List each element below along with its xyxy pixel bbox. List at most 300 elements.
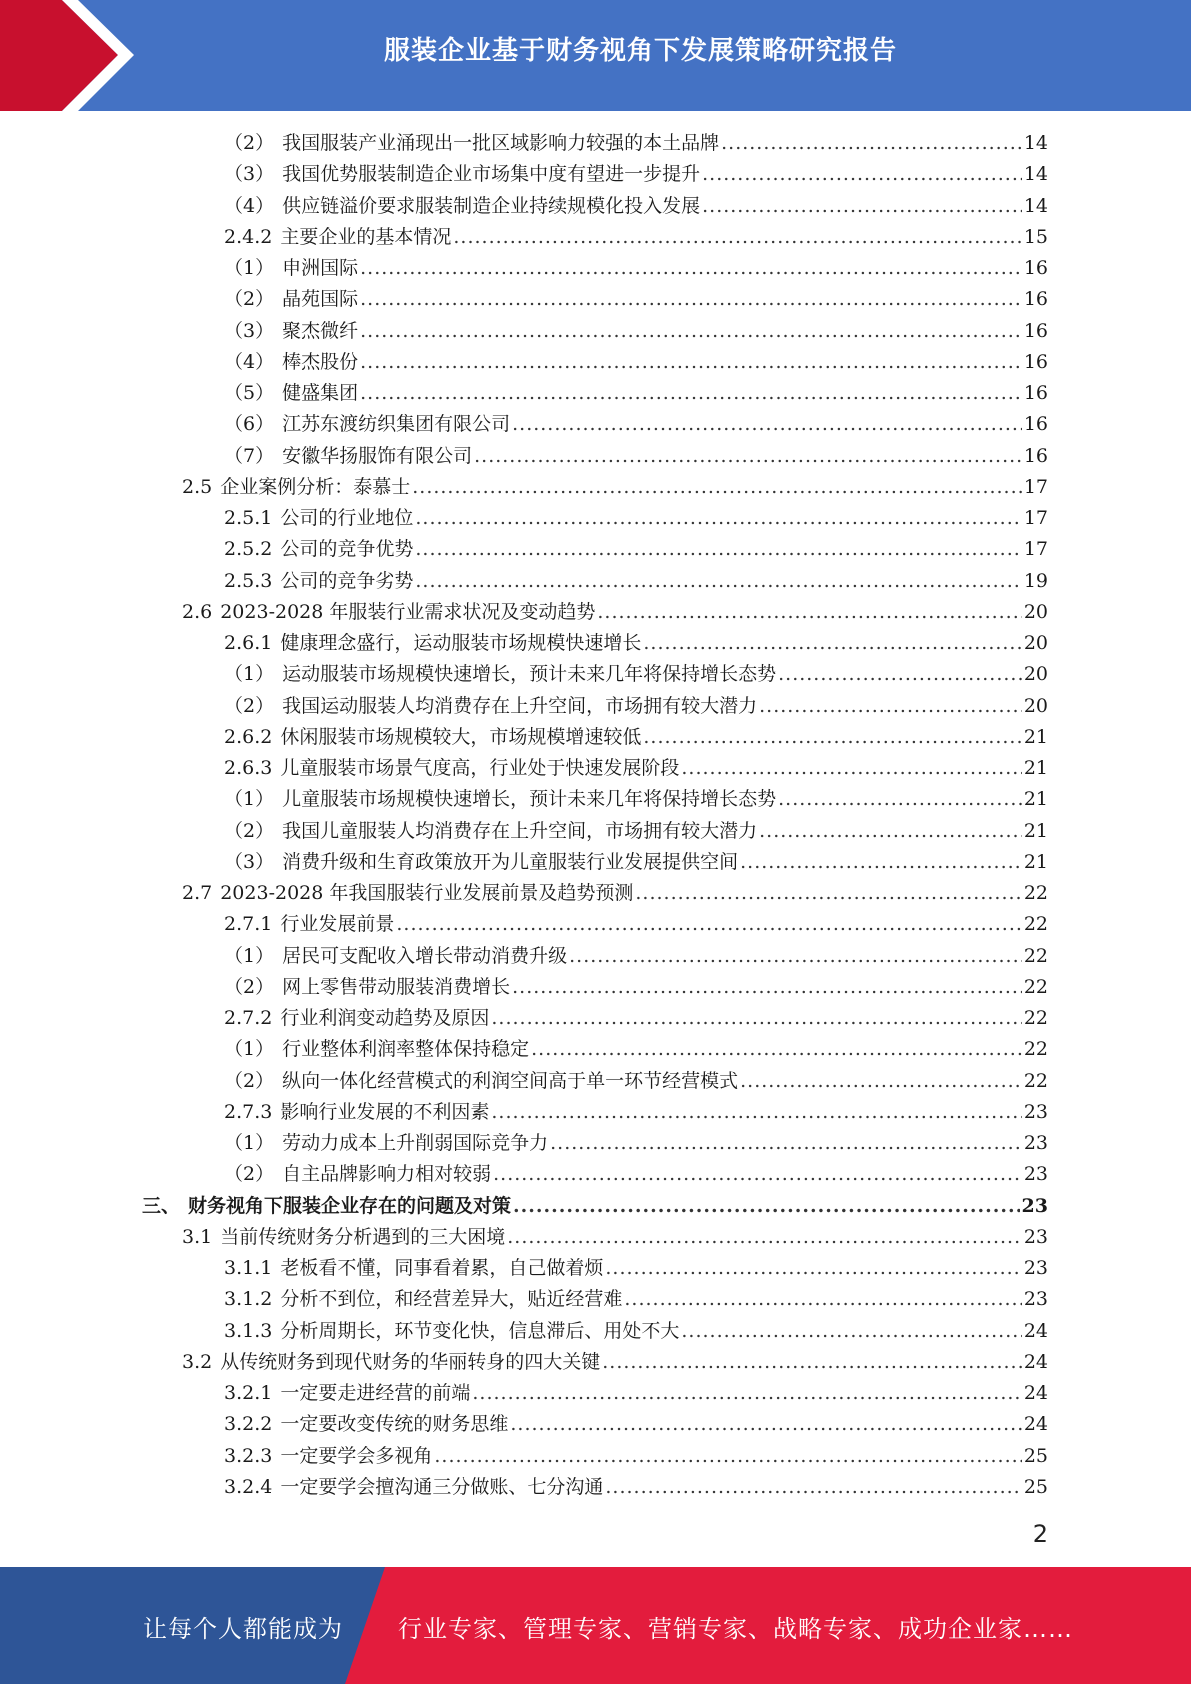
toc-entry[interactable] (0, 628, 1191, 659)
toc-entry-label: 聚杰微纤 (282, 319, 359, 342)
toc-dot-leader (681, 1316, 1021, 1347)
toc-entry-title (142, 1191, 513, 1222)
toc-dot-leader (550, 1128, 1022, 1159)
toc-dot-leader (491, 1097, 1021, 1128)
toc-dot-leader (360, 316, 1022, 347)
toc-entry-title (224, 1066, 740, 1097)
toc-entry-title (224, 941, 569, 972)
toc-dot-leader (415, 566, 1021, 597)
toc-entry[interactable] (0, 1034, 1191, 1065)
toc-entry-line (224, 1472, 1048, 1503)
toc-entry-line (224, 284, 1048, 315)
toc-entry-label: 分析周期长，环节变化快，信息滞后、用处不大 (280, 1319, 680, 1342)
toc-entry-title (224, 1128, 550, 1159)
toc-entry-line (224, 316, 1048, 347)
toc-entry[interactable] (0, 441, 1191, 472)
toc-entry-page: 23 (1023, 1257, 1048, 1279)
toc-entry[interactable] (0, 347, 1191, 378)
toc-entry-label: 公司的竞争劣势 (280, 569, 414, 592)
toc-entry-title (224, 347, 360, 378)
toc-entry[interactable] (0, 847, 1191, 878)
toc-entry-label: 公司的竞争优势 (280, 538, 414, 561)
toc-entry-label: 健盛集团 (282, 382, 359, 404)
toc-entry-line (224, 972, 1048, 1003)
toc-entry[interactable] (0, 1097, 1191, 1128)
toc-entry-title (224, 1378, 472, 1409)
toc-dot-leader (569, 941, 1022, 972)
toc-entry[interactable] (0, 816, 1191, 847)
toc-entry[interactable] (0, 1003, 1191, 1034)
toc-dot-leader (510, 1409, 1021, 1440)
toc-dot-leader (493, 1159, 1022, 1190)
toc-entry-label: 安徽华扬服饰有限公司 (282, 444, 473, 467)
toc-entry-page: 22 (1023, 944, 1048, 967)
toc-entry-line (224, 409, 1048, 440)
toc-entry-label: 分析不到位，和经营差异大，贴近经营难 (280, 1288, 623, 1311)
toc-entry-title (224, 1409, 510, 1440)
toc-dot-leader (624, 1284, 1021, 1315)
toc-entry-page: 19 (1023, 569, 1048, 592)
toc-entry-page: 15 (1023, 225, 1048, 248)
toc-entry-label: 我国儿童服装人均消费存在上升空间，市场拥有较大潜力 (282, 819, 758, 842)
toc-entry[interactable] (0, 691, 1191, 722)
toc-entry-number: （6） (224, 413, 275, 436)
toc-entry-label: 自主品牌影响力相对较弱 (282, 1163, 492, 1186)
toc-entry[interactable] (0, 909, 1191, 940)
toc-entry-label: 江苏东渡纺织集团有限公司 (282, 413, 511, 436)
toc-dot-leader (360, 253, 1022, 284)
toc-entry-title (224, 159, 702, 190)
toc-dot-leader (512, 409, 1022, 440)
toc-entry[interactable] (0, 1441, 1191, 1472)
toc-entry-page: 16 (1023, 413, 1048, 436)
toc-entry-page: 17 (1023, 507, 1048, 529)
toc-entry-page: 22 (1023, 913, 1048, 936)
toc-entry-line (224, 691, 1048, 722)
toc-entry-page: 24 (1023, 1319, 1048, 1342)
toc-entry-title (224, 816, 759, 847)
toc-entry[interactable] (0, 159, 1191, 190)
toc-entry-line (224, 941, 1048, 972)
toc-entry-page: 24 (1023, 1413, 1048, 1436)
toc-dot-leader (507, 1222, 1022, 1253)
toc-entry-line (224, 1003, 1048, 1034)
footer-slogan-right: 行业专家、管理专家、营销专家、战略专家、成功企业家…… (398, 1615, 1073, 1643)
toc-entry-page: 16 (1023, 382, 1048, 404)
toc-entry-page: 23 (1023, 1225, 1048, 1248)
toc-entry[interactable] (0, 222, 1191, 253)
toc-entry-title (224, 972, 512, 1003)
toc-dot-leader (681, 753, 1021, 784)
toc-entry[interactable] (0, 1378, 1191, 1409)
toc-entry-number: 2.7.3 (224, 1100, 273, 1123)
toc-entry[interactable] (0, 1191, 1191, 1222)
toc-entry-number: （1） (224, 1038, 275, 1061)
toc-entry-title (182, 472, 412, 503)
toc-entry-title (224, 691, 759, 722)
toc-dot-leader (513, 1191, 1020, 1222)
toc-entry-number: （1） (224, 944, 275, 967)
toc-entry-page: 21 (1023, 725, 1048, 748)
toc-entry[interactable] (0, 1128, 1191, 1159)
toc-entry-line (224, 1316, 1048, 1347)
toc-entry-number: （1） (224, 257, 275, 279)
toc-entry-page: 22 (1023, 1007, 1048, 1029)
toc-dot-leader (396, 909, 1021, 940)
toc-entry-label: 儿童服装市场规模快速增长，预计未来几年将保持增长态势 (282, 788, 777, 811)
toc-entry-title (224, 534, 415, 565)
toc-entry-label: 行业整体利润率整体保持稳定 (282, 1038, 530, 1061)
toc-entry-number: （2） (224, 975, 275, 998)
toc-entry-number: 3.1 (182, 1225, 213, 1248)
toc-entry-title (224, 284, 360, 315)
toc-dot-leader (360, 347, 1022, 378)
toc-entry-label: 一定要学会多视角 (280, 1444, 433, 1467)
toc-entry[interactable] (0, 1222, 1191, 1253)
toc-entry-line (224, 847, 1048, 878)
toc-entry-page: 23 (1023, 1132, 1048, 1154)
toc-entry-number: 2.7.2 (224, 1007, 273, 1029)
toc-entry-line (224, 1159, 1048, 1190)
toc-entry-line (224, 784, 1048, 815)
toc-entry-number: （2） (224, 1069, 275, 1092)
toc-dot-leader (412, 472, 1022, 503)
toc-entry-page: 17 (1023, 538, 1048, 561)
toc-entry-label: 晶苑国际 (282, 288, 359, 311)
toc-entry-number: 2.6.2 (224, 725, 273, 748)
toc-entry-label: 我国优势服装制造企业市场集中度有望进一步提升 (282, 163, 701, 186)
toc-entry-line (224, 816, 1048, 847)
toc-entry-page: 22 (1023, 882, 1048, 904)
toc-entry-title (224, 1472, 605, 1503)
toc-entry-title (224, 628, 643, 659)
toc-entry-title (224, 128, 721, 159)
toc-entry-number: 2.6.1 (224, 632, 273, 654)
toc-entry[interactable] (0, 1159, 1191, 1190)
toc-entry-label: 休闲服装市场规模较大，市场规模增速较低 (280, 725, 642, 748)
toc-entry-number: （7） (224, 444, 275, 467)
toc-entry-page: 23 (1021, 1194, 1048, 1217)
toc-entry-number: （3） (224, 850, 275, 873)
toc-dot-leader (602, 1347, 1022, 1378)
toc-entry[interactable] (0, 378, 1191, 409)
table-of-contents (0, 128, 1191, 1503)
toc-entry-label: 棒杰股份 (282, 350, 359, 373)
toc-entry-number: （3） (224, 319, 275, 342)
footer-slogan-left: 让每个人都能成为 (143, 1615, 343, 1643)
toc-entry-page: 22 (1023, 1038, 1048, 1061)
toc-entry-page: 16 (1023, 257, 1048, 279)
toc-entry-label: 劳动力成本上升削弱国际竞争力 (282, 1132, 549, 1154)
toc-entry-label: 一定要改变传统的财务思维 (280, 1413, 509, 1436)
toc-entry-label: 从传统财务到现代财务的华丽转身的四大关键 (220, 1350, 601, 1373)
toc-entry-title (182, 878, 635, 909)
toc-entry-page: 24 (1023, 1350, 1048, 1373)
toc-entry-line (224, 1066, 1048, 1097)
toc-entry-page: 17 (1023, 475, 1048, 498)
toc-entry-page: 24 (1023, 1382, 1048, 1404)
toc-dot-leader (635, 878, 1021, 909)
toc-entry-number: 3.2.4 (224, 1475, 273, 1498)
toc-entry-line (224, 1284, 1048, 1315)
toc-entry-page: 21 (1023, 788, 1048, 811)
toc-entry-title (224, 191, 702, 222)
toc-entry-number: 2.5.3 (224, 569, 273, 592)
toc-entry-page: 14 (1023, 194, 1048, 217)
toc-dot-leader (512, 972, 1022, 1003)
toc-dot-leader (605, 1253, 1021, 1284)
toc-dot-leader (453, 222, 1021, 253)
toc-entry-page: 25 (1023, 1475, 1048, 1498)
toc-entry[interactable] (0, 253, 1191, 284)
toc-entry-line (224, 1253, 1048, 1284)
toc-entry-line (182, 1222, 1048, 1253)
toc-entry-number: （2） (224, 288, 275, 311)
toc-entry-line (224, 566, 1048, 597)
toc-entry-label: 申洲国际 (282, 257, 359, 279)
toc-entry-page: 21 (1023, 819, 1048, 842)
toc-entry[interactable] (0, 1066, 1191, 1097)
toc-entry-label: 我国运动服装人均消费存在上升空间，市场拥有较大潜力 (282, 694, 758, 717)
toc-entry-title (224, 1034, 531, 1065)
toc-entry-title (224, 1316, 681, 1347)
toc-entry[interactable] (0, 128, 1191, 159)
toc-entry-page: 16 (1023, 350, 1048, 373)
toc-entry-number: 2.5 (182, 475, 213, 498)
toc-dot-leader (491, 1003, 1021, 1034)
toc-entry-label: 供应链溢价要求服装制造企业持续规模化投入发展 (282, 194, 701, 217)
toc-entry-label: 运动服装市场规模快速增长，预计未来几年将保持增长态势 (282, 663, 777, 686)
toc-dot-leader (531, 1034, 1022, 1065)
toc-entry-line (224, 722, 1048, 753)
toc-entry-line (224, 128, 1048, 159)
toc-entry[interactable] (0, 597, 1191, 628)
page-footer (0, 1567, 1191, 1684)
toc-entry-title (224, 441, 474, 472)
toc-entry-line (224, 909, 1048, 940)
toc-dot-leader (415, 534, 1021, 565)
toc-entry-label: 纵向一体化经营模式的利润空间高于单一环节经营模式 (282, 1069, 739, 1092)
toc-entry-number: 2.7.1 (224, 913, 273, 936)
toc-entry-title (224, 1253, 605, 1284)
toc-entry-page: 22 (1023, 1069, 1048, 1092)
toc-dot-leader (643, 628, 1021, 659)
toc-entry-title (224, 909, 396, 940)
toc-entry-line (224, 159, 1048, 190)
toc-dot-leader (597, 597, 1021, 628)
toc-entry-number: 3.1.1 (224, 1257, 273, 1279)
toc-entry-line (224, 222, 1048, 253)
toc-entry[interactable] (0, 753, 1191, 784)
toc-entry-line (142, 1191, 1048, 1222)
toc-entry[interactable] (0, 784, 1191, 815)
toc-entry[interactable] (0, 941, 1191, 972)
toc-entry-number: 3.1.2 (224, 1288, 273, 1311)
toc-entry[interactable] (0, 878, 1191, 909)
toc-entry-page: 23 (1023, 1100, 1048, 1123)
toc-entry-page: 22 (1023, 975, 1048, 998)
toc-entry-number: （2） (224, 1163, 275, 1186)
toc-entry-label: 居民可支配收入增长带动消费升级 (282, 944, 568, 967)
toc-dot-leader (360, 378, 1022, 409)
toc-entry-title (224, 659, 778, 690)
toc-entry-title (182, 597, 597, 628)
toc-entry-number: （1） (224, 1132, 275, 1154)
toc-entry-label: 财务视角下服装企业存在的问题及对策 (188, 1194, 512, 1217)
toc-entry-title (224, 1159, 493, 1190)
toc-entry-title (224, 753, 681, 784)
toc-entry-title (224, 566, 415, 597)
toc-entry-line (224, 534, 1048, 565)
toc-entry-page: 20 (1023, 694, 1048, 717)
toc-entry-number: （4） (224, 194, 275, 217)
page-number: 2 (1032, 1520, 1048, 1548)
toc-entry-number: （1） (224, 663, 275, 686)
toc-entry-label: 一定要走进经营的前端 (280, 1382, 471, 1404)
toc-entry-page: 23 (1023, 1288, 1048, 1311)
toc-entry[interactable] (0, 503, 1191, 534)
toc-entry-page: 14 (1023, 132, 1048, 154)
toc-entry[interactable] (0, 972, 1191, 1003)
toc-entry-title (182, 1222, 507, 1253)
toc-entry-number: 2.6 (182, 600, 213, 623)
toc-entry-line (224, 1128, 1048, 1159)
toc-entry-label: 行业发展前景 (280, 913, 395, 936)
toc-entry-line (182, 597, 1048, 628)
toc-entry-line (224, 1409, 1048, 1440)
toc-entry-label: 公司的行业地位 (280, 507, 414, 529)
toc-entry-title (224, 847, 740, 878)
toc-entry[interactable] (0, 566, 1191, 597)
toc-dot-leader (740, 847, 1022, 878)
toc-entry-line (224, 378, 1048, 409)
toc-dot-leader (434, 1441, 1021, 1472)
toc-entry[interactable] (0, 409, 1191, 440)
toc-entry-line (224, 1378, 1048, 1409)
toc-entry[interactable] (0, 191, 1191, 222)
toc-entry[interactable] (0, 659, 1191, 690)
toc-entry-number: 2.6.3 (224, 757, 273, 779)
toc-entry-label: 健康理念盛行，运动服装市场规模快速增长 (280, 632, 642, 654)
toc-entry[interactable] (0, 1284, 1191, 1315)
toc-entry-line (224, 753, 1048, 784)
toc-entry-number: （3） (224, 163, 275, 186)
toc-entry-number: （4） (224, 350, 275, 373)
toc-entry-page: 16 (1023, 444, 1048, 467)
toc-entry-page: 23 (1023, 1163, 1048, 1186)
toc-entry-label: 企业案例分析：泰慕士 (220, 475, 411, 498)
toc-entry-title (224, 253, 360, 284)
toc-dot-leader (759, 691, 1022, 722)
toc-entry-page: 16 (1023, 288, 1048, 311)
toc-entry-number: 3.2.3 (224, 1444, 273, 1467)
toc-entry-page: 20 (1023, 663, 1048, 686)
toc-entry[interactable] (0, 1253, 1191, 1284)
toc-entry[interactable] (0, 472, 1191, 503)
toc-entry-label: 网上零售带动服装消费增长 (282, 975, 511, 998)
toc-entry-title (182, 1347, 602, 1378)
toc-entry-line (224, 1441, 1048, 1472)
toc-entry-page: 14 (1023, 163, 1048, 186)
toc-entry-page: 25 (1023, 1444, 1048, 1467)
toc-dot-leader (778, 784, 1022, 815)
toc-entry-line (224, 503, 1048, 534)
toc-entry-label: 影响行业发展的不利因素 (280, 1100, 490, 1123)
toc-entry-label: 儿童服装市场景气度高，行业处于快速发展阶段 (280, 757, 680, 779)
toc-entry-title (224, 1097, 491, 1128)
toc-entry-number: （2） (224, 694, 275, 717)
toc-entry-number: （2） (224, 132, 275, 154)
toc-dot-leader (759, 816, 1022, 847)
toc-dot-leader (643, 722, 1021, 753)
toc-entry-label: 消费升级和生育政策放开为儿童服装行业发展提供空间 (282, 850, 739, 873)
toc-entry-number: 2.4.2 (224, 225, 273, 248)
toc-entry-title (224, 1441, 434, 1472)
toc-entry-line (224, 1034, 1048, 1065)
toc-entry-title (224, 222, 453, 253)
toc-entry-title (224, 1003, 491, 1034)
toc-entry-number: 3.2 (182, 1350, 213, 1373)
toc-entry-title (224, 409, 512, 440)
toc-entry-label: 一定要学会擅沟通三分做账、七分沟通 (280, 1475, 604, 1498)
toc-entry[interactable] (0, 316, 1191, 347)
toc-dot-leader (702, 159, 1022, 190)
toc-entry-line (224, 191, 1048, 222)
toc-entry[interactable] (0, 722, 1191, 753)
toc-entry-page: 21 (1023, 757, 1048, 779)
toc-entry[interactable] (0, 534, 1191, 565)
toc-dot-leader (474, 441, 1022, 472)
toc-entry[interactable] (0, 284, 1191, 315)
toc-entry-label: 行业利润变动趋势及原因 (280, 1007, 490, 1029)
toc-entry[interactable] (0, 1316, 1191, 1347)
toc-entry-label: 老板看不懂，同事看着累，自己做着烦 (280, 1257, 604, 1279)
toc-dot-leader (740, 1066, 1022, 1097)
toc-entry[interactable] (0, 1472, 1191, 1503)
toc-entry-label: 当前传统财务分析遇到的三大困境 (220, 1225, 506, 1248)
toc-entry-line (182, 472, 1048, 503)
toc-entry-title (224, 378, 360, 409)
toc-dot-leader (360, 284, 1022, 315)
toc-entry[interactable] (0, 1409, 1191, 1440)
toc-entry-line (224, 347, 1048, 378)
toc-entry-line (182, 878, 1048, 909)
toc-entry-title (224, 316, 360, 347)
toc-entry-number: 3.2.1 (224, 1382, 273, 1404)
toc-dot-leader (415, 503, 1021, 534)
toc-entry-title (224, 503, 415, 534)
toc-entry-number: 2.7 (182, 882, 213, 904)
toc-dot-leader (721, 128, 1022, 159)
toc-entry-line (224, 659, 1048, 690)
toc-entry-page: 20 (1023, 632, 1048, 654)
toc-entry-number: （1） (224, 788, 275, 811)
toc-entry-label: 我国服装产业涌现出一批区域影响力较强的本土品牌 (282, 132, 720, 154)
toc-entry-line (224, 1097, 1048, 1128)
toc-entry-page: 21 (1023, 850, 1048, 873)
toc-entry-page: 16 (1023, 319, 1048, 342)
toc-entry-title (224, 722, 643, 753)
toc-entry[interactable] (0, 1347, 1191, 1378)
toc-entry-label: 主要企业的基本情况 (280, 225, 452, 248)
toc-entry-line (182, 1347, 1048, 1378)
toc-entry-number: 三、 (142, 1194, 181, 1217)
toc-dot-leader (778, 659, 1022, 690)
toc-entry-page: 20 (1023, 600, 1048, 623)
toc-entry-title (224, 1284, 624, 1315)
toc-entry-number: 2.5.1 (224, 507, 273, 529)
toc-entry-number: （2） (224, 819, 275, 842)
